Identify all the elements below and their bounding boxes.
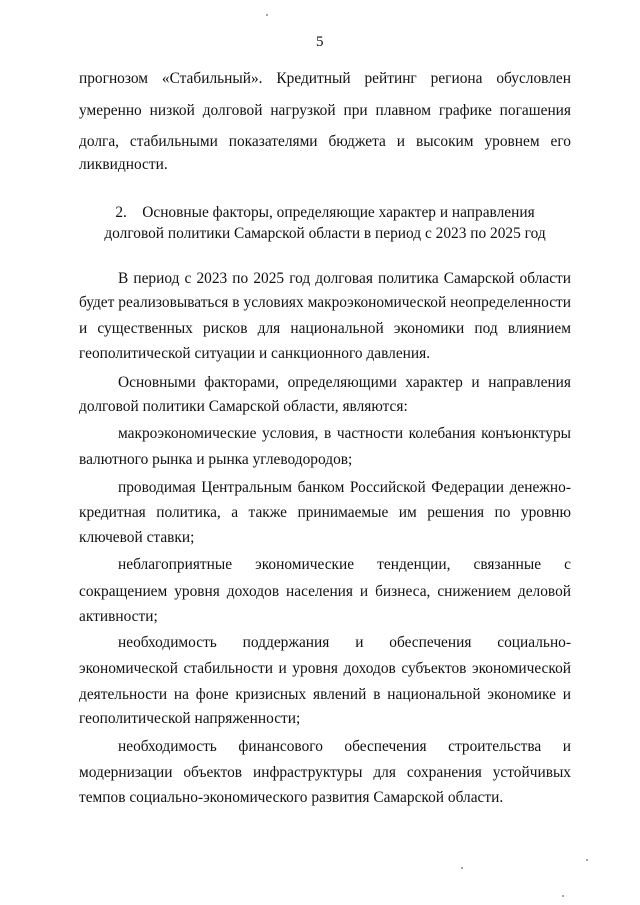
factor-4-line-4: геополитической напряженности;	[79, 710, 301, 727]
scan-speck	[461, 867, 463, 869]
section-heading-line-1: 2. Основные факторы, определяющие характер и направления	[115, 204, 535, 221]
factor-3-line-3: активности;	[79, 608, 158, 625]
scan-speck	[586, 859, 588, 861]
scan-speck	[562, 895, 564, 897]
factor-4-line-1: необходимость поддержания и обеспечения социально-	[118, 634, 571, 651]
para2-line-1: В период с 2023 по 2025 год долговая политика Самарской области	[118, 270, 571, 287]
factor-4-line-3: деятельности на фоне кризисных явлений в национальной экономике и	[79, 686, 571, 703]
para1-line-3: долга, стабильными показателями бюджета и высоким уровнем его	[79, 133, 571, 150]
para2-line-2: будет реализовываться в условиях макроэкономической неопределенности	[79, 294, 571, 311]
factor-3-line-1: неблагоприятные экономические тенденции, связанные с	[118, 556, 571, 573]
factor-1-line-2: валютного рынка и рынка углеводородов;	[79, 451, 353, 468]
factor-2-line-3: ключевой ставки;	[79, 529, 195, 546]
factor-2-line-1: проводимая Центральным банком Российской Федерации денежно-	[118, 479, 571, 496]
para3-line-1: Основными факторами, определяющими характер и направления	[118, 374, 571, 391]
para2-line-3: и существенных рисков для национальной экономики под влиянием	[79, 320, 571, 337]
scan-speck	[266, 14, 268, 16]
factor-5-line-1: необходимость финансового обеспечения строительства и	[118, 738, 571, 755]
para3-line-2: долговой политики Самарской области, являются:	[79, 398, 408, 415]
factor-3-line-2: сокращением уровня доходов населения и бизнеса, снижением деловой	[79, 583, 571, 600]
page-number: 5	[316, 34, 324, 50]
para2-line-4: геополитической ситуации и санкционного давления.	[79, 345, 431, 362]
factor-2-line-2: кредитная политика, а также принимаемые им решения по уровню	[79, 504, 571, 521]
para1-line-2: умеренно низкой долговой нагрузкой при плавном графике погашения	[79, 102, 571, 119]
para1-line-4: ликвидности.	[79, 156, 168, 173]
factor-4-line-2: экономической стабильности и уровня доходов субъектов экономической	[79, 660, 571, 677]
section-heading-line-2: долговой политики Самарской области в период с 2023 по 2025 год	[104, 225, 546, 242]
factor-5-line-2: модернизации объектов инфраструктуры для сохранения устойчивых	[79, 764, 571, 781]
factor-1-line-1: макроэкономические условия, в частности колебания конъюнктуры	[118, 425, 571, 442]
para1-line-1: прогнозом «Стабильный». Кредитный рейтинг региона обусловлен	[79, 70, 571, 87]
factor-5-line-3: темпов социально-экономического развития Самарской области.	[79, 789, 504, 806]
